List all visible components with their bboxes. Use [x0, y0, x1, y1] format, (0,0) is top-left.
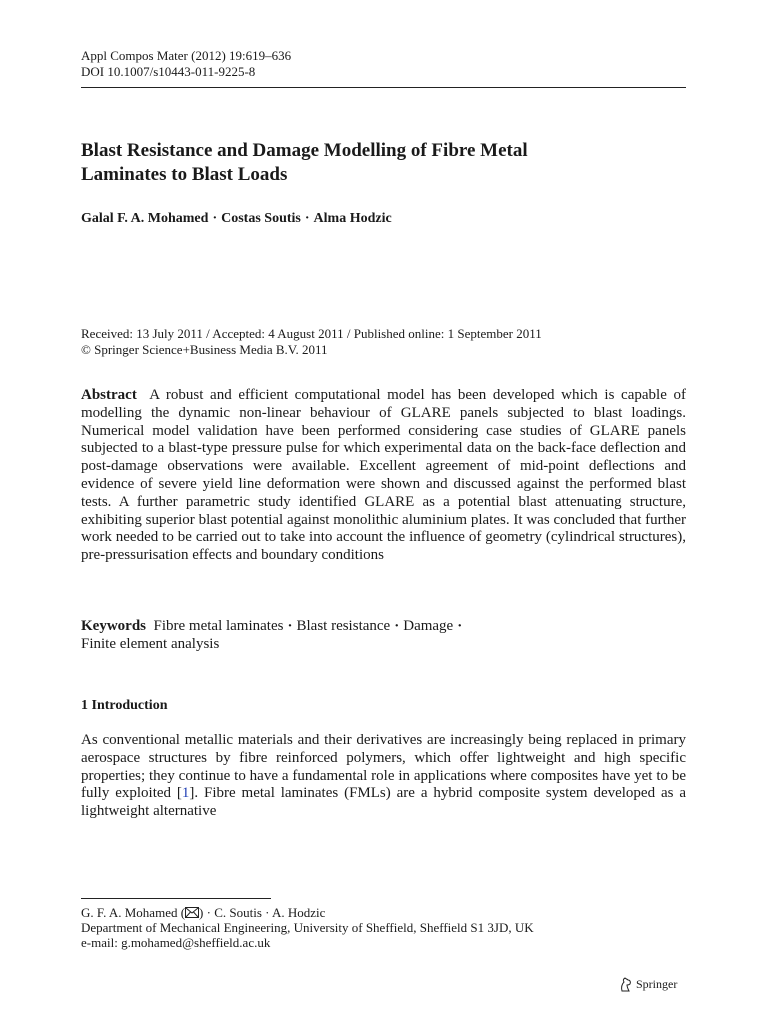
- keyword: Fibre metal laminates: [153, 618, 284, 634]
- keywords-label: Keywords: [81, 618, 146, 634]
- publication-dates: [81, 326, 542, 358]
- journal-citation: Appl Compos Mater (2012) 19:619–636: [81, 48, 292, 63]
- abstract: [81, 387, 686, 565]
- email[interactable]: e-mail: g.mohamed@sheffield.ac.uk: [81, 935, 271, 950]
- footnote-rule: [81, 898, 271, 899]
- section-heading: 1 Introduction: [81, 698, 168, 713]
- footnote-authors: G. F. A. Mohamed ( ) · C. Soutis · A. Hodzic: [81, 905, 326, 920]
- publisher-logo: [619, 976, 677, 992]
- author-list: Galal F. A. Mohamed · Costas Soutis · Alma Hodzic: [81, 211, 392, 226]
- author-footnote: [81, 905, 534, 950]
- abstract-label: Abstract: [81, 387, 137, 403]
- journal-header: [81, 48, 291, 80]
- publisher-name: Springer: [636, 977, 678, 991]
- springer-horse-icon: [619, 977, 633, 992]
- header-rule: [81, 87, 686, 88]
- paper-title: Blast Resistance and Damage Modelling of Fibre Metal Laminates to Blast Loads: [81, 140, 528, 185]
- doi[interactable]: DOI 10.1007/s10443-011-9225-8: [81, 64, 256, 79]
- author-name: Galal F. A. Mohamed: [81, 211, 209, 226]
- citation-link[interactable]: 1: [181, 785, 190, 802]
- author-name: Alma Hodzic: [313, 211, 392, 226]
- copyright-line: © Springer Science+Business Media B.V. 2011: [81, 342, 328, 357]
- introduction-text: As conventional metallic materials and their derivatives are increasingly being replaced in primary aerospace structures by fibre reinforced polymers, which offer lightweight and high specific properties; they continue to have a fundamental role in applications where composites have yet to be fully exploited [1]. Fibre metal laminates (FMLs) are a hybrid composite system developed as a lightweight alternative: [81, 732, 686, 820]
- received-line: Received: 13 July 2011 / Accepted: 4 August 2011 / Published online: 1 September 2011: [81, 326, 542, 341]
- keyword: Damage: [403, 618, 454, 634]
- author-name: Costas Soutis: [221, 211, 301, 226]
- keyword: Blast resistance: [296, 618, 391, 634]
- keyword: Finite element analysis: [81, 636, 220, 652]
- envelope-icon: [185, 907, 199, 918]
- affiliation: Department of Mechanical Engineering, University of Sheffield, Sheffield S1 3JD, UK: [81, 920, 534, 935]
- abstract-text: A robust and efficient computational model has been developed which is capable of modelling the dynamic non-linear behaviour of GLARE panels subjected to blast loadings. Numerical model validation have been performed considering case studies of GLARE panels subjected to a blast-type pressure pulse for which experimental data on the back-face deflection and post-damage observations were available. Excellent agreement of mid-point deflections and evidence of severe yield line deformation were shown and discussed against the performed blast tests. A further parametric study identified GLARE as a potential blast attenuating structure, exhibiting superior blast potential against monolithic aluminium plates. It was concluded that further work needed to be carried out to take into account the influence of geometry (cylindrical structures), pre-pressurisation effects and boundary conditions: [81, 387, 686, 564]
- keywords: Keywords Fibre metal laminates · Blast resistance · Damage · Finite element analysis: [81, 618, 463, 652]
